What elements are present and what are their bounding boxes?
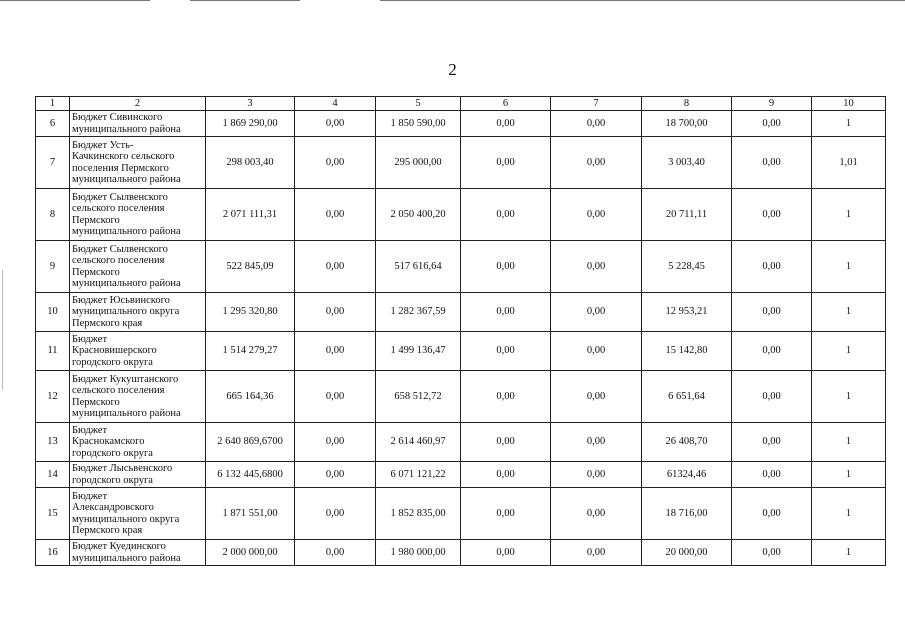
value-cell-10: 1 <box>812 241 886 293</box>
budget-name-line: Красновишерского <box>72 345 157 357</box>
budget-name-line: Пермского края <box>72 525 143 536</box>
row-number-cell: 8 <box>36 189 70 241</box>
budget-name-line: Пермского <box>72 396 120 408</box>
value-cell-9: 0,00 <box>732 137 812 189</box>
value-cell-9: 0,00 <box>732 332 812 371</box>
value-cell-9: 0,00 <box>732 371 812 423</box>
budget-name-line: Бюджет Сылвенского <box>72 191 168 203</box>
value-cell-9: 0,00 <box>732 293 812 332</box>
value-cell-6: 0,00 <box>461 462 551 488</box>
value-cell-9: 0,00 <box>732 423 812 462</box>
budget-name-line: городского округа <box>72 356 153 368</box>
value-cell-6: 0,00 <box>461 241 551 293</box>
value-cell-9: 0,00 <box>732 111 812 137</box>
value-cell-8: 12 953,21 <box>642 293 732 332</box>
value-cell-7: 0,00 <box>551 241 642 293</box>
column-header-3: 3 <box>206 97 295 111</box>
budget-name-line: Бюджет Сылвенского <box>72 243 168 255</box>
scan-edge-top <box>0 0 905 3</box>
value-cell-10: 1 <box>812 111 886 137</box>
value-cell-8: 20 000,00 <box>642 540 732 566</box>
column-header-9: 9 <box>732 97 812 111</box>
budget-name-line: сельского поселения <box>72 255 165 266</box>
column-header-1: 1 <box>36 97 70 111</box>
value-cell-5: 658 512,72 <box>376 371 461 423</box>
value-cell-10: 1 <box>812 293 886 332</box>
budget-name-line: городского округа <box>72 447 153 459</box>
value-cell-4: 0,00 <box>295 293 376 332</box>
column-header-8: 8 <box>642 97 732 111</box>
value-cell-4: 0,00 <box>295 540 376 566</box>
row-number-cell: 7 <box>36 137 70 189</box>
table-row <box>36 332 886 371</box>
value-cell-5: 2 050 400,20 <box>376 189 461 241</box>
value-cell-8: 3 003,40 <box>642 137 732 189</box>
value-cell-6: 0,00 <box>461 332 551 371</box>
budget-name-line: Бюджет <box>72 490 108 502</box>
row-number-cell: 13 <box>36 423 70 462</box>
value-cell-3: 1 514 279,27 <box>206 332 295 371</box>
budget-name-cell <box>70 137 206 189</box>
value-cell-5: 1 499 136,47 <box>376 332 461 371</box>
value-cell-5: 1 980 000,00 <box>376 540 461 566</box>
value-cell-10: 1 <box>812 189 886 241</box>
value-cell-10: 1 <box>812 540 886 566</box>
value-cell-6: 0,00 <box>461 371 551 423</box>
column-header-5: 5 <box>376 97 461 111</box>
value-cell-3: 2 640 869,6700 <box>206 423 295 462</box>
budget-name-line: поселения Пермского <box>72 162 169 174</box>
value-cell-7: 0,00 <box>551 371 642 423</box>
budget-name-line: муниципального района <box>72 174 181 185</box>
scan-edge-left <box>2 270 3 390</box>
value-cell-3: 298 003,40 <box>206 137 295 189</box>
budget-name-line: Пермского края <box>72 317 143 329</box>
table-row <box>36 540 886 566</box>
table-header-row <box>36 97 886 111</box>
table-row <box>36 137 886 189</box>
value-cell-3: 2 000 000,00 <box>206 540 295 566</box>
budget-name-line: Бюджет Усть- <box>72 139 134 151</box>
table-row <box>36 111 886 137</box>
value-cell-4: 0,00 <box>295 488 376 540</box>
value-cell-7: 0,00 <box>551 189 642 241</box>
budget-name-line: муниципального района <box>72 278 181 289</box>
value-cell-7: 0,00 <box>551 332 642 371</box>
value-cell-6: 0,00 <box>461 540 551 566</box>
value-cell-9: 0,00 <box>732 540 812 566</box>
value-cell-7: 0,00 <box>551 462 642 488</box>
value-cell-3: 6 132 445,6800 <box>206 462 295 488</box>
budget-name-cell <box>70 371 206 423</box>
budget-name-line: Пермского <box>72 266 120 278</box>
value-cell-6: 0,00 <box>461 488 551 540</box>
budget-name-cell <box>70 189 206 241</box>
column-header-2: 2 <box>70 97 206 111</box>
row-number-cell: 15 <box>36 488 70 540</box>
value-cell-4: 0,00 <box>295 137 376 189</box>
budget-name-line: Краснокамского <box>72 436 145 448</box>
value-cell-3: 665 164,36 <box>206 371 295 423</box>
budget-name-line: сельского поселения <box>72 203 165 214</box>
budget-name-line: сельского поселения <box>72 385 165 396</box>
table-row <box>36 189 886 241</box>
value-cell-10: 1 <box>812 332 886 371</box>
budget-name-line: Александровского <box>72 502 154 513</box>
value-cell-7: 0,00 <box>551 137 642 189</box>
value-cell-10: 1 <box>812 462 886 488</box>
value-cell-4: 0,00 <box>295 111 376 137</box>
value-cell-5: 2 614 460,97 <box>376 423 461 462</box>
value-cell-8: 5 228,45 <box>642 241 732 293</box>
budget-name-line: Бюджет Лысьвенского <box>72 463 173 474</box>
value-cell-4: 0,00 <box>295 371 376 423</box>
value-cell-8: 61324,46 <box>642 462 732 488</box>
value-cell-3: 1 295 320,80 <box>206 293 295 332</box>
row-number-cell: 10 <box>36 293 70 332</box>
value-cell-5: 1 850 590,00 <box>376 111 461 137</box>
budget-name-line: муниципального района <box>72 226 181 237</box>
value-cell-5: 6 071 121,22 <box>376 462 461 488</box>
budget-name-cell <box>70 332 206 371</box>
table-row <box>36 462 886 488</box>
value-cell-10: 1 <box>812 488 886 540</box>
budget-name-line: Бюджет Кукуштанского <box>72 373 179 385</box>
value-cell-10: 1,01 <box>812 137 886 189</box>
column-header-4: 4 <box>295 97 376 111</box>
value-cell-5: 1 852 835,00 <box>376 488 461 540</box>
value-cell-9: 0,00 <box>732 488 812 540</box>
table-row <box>36 423 886 462</box>
budget-name-line: Бюджет <box>72 333 108 345</box>
table-row <box>36 371 886 423</box>
budget-name-line: Бюджет Юсьвинского <box>72 294 170 306</box>
value-cell-4: 0,00 <box>295 462 376 488</box>
row-number-cell: 9 <box>36 241 70 293</box>
budget-name-line: Бюджет Куединского <box>72 541 166 552</box>
value-cell-4: 0,00 <box>295 332 376 371</box>
value-cell-7: 0,00 <box>551 111 642 137</box>
value-cell-6: 0,00 <box>461 293 551 332</box>
budget-table <box>35 96 886 566</box>
value-cell-3: 1 871 551,00 <box>206 488 295 540</box>
value-cell-8: 26 408,70 <box>642 423 732 462</box>
column-header-7: 7 <box>551 97 642 111</box>
budget-name-cell <box>70 488 206 540</box>
value-cell-4: 0,00 <box>295 241 376 293</box>
budget-name-line: муниципального района <box>72 123 181 135</box>
value-cell-6: 0,00 <box>461 137 551 189</box>
value-cell-10: 1 <box>812 371 886 423</box>
value-cell-5: 517 616,64 <box>376 241 461 293</box>
value-cell-6: 0,00 <box>461 423 551 462</box>
budget-name-line: муниципального округа <box>72 513 180 525</box>
value-cell-8: 18 700,00 <box>642 111 732 137</box>
budget-name-cell <box>70 111 206 137</box>
value-cell-9: 0,00 <box>732 462 812 488</box>
value-cell-7: 0,00 <box>551 293 642 332</box>
row-number-cell: 12 <box>36 371 70 423</box>
value-cell-8: 15 142,80 <box>642 332 732 371</box>
budget-name-line: Качкинского сельского <box>72 151 175 162</box>
table-row <box>36 241 886 293</box>
row-number-cell: 6 <box>36 111 70 137</box>
value-cell-6: 0,00 <box>461 189 551 241</box>
budget-name-cell <box>70 462 206 488</box>
budget-name-line: муниципального района <box>72 552 181 564</box>
row-number-cell: 11 <box>36 332 70 371</box>
table-body <box>36 111 886 566</box>
budget-name-line: Пермского <box>72 214 120 226</box>
page-number: 2 <box>448 60 457 79</box>
budget-name-cell <box>70 241 206 293</box>
row-number-cell: 16 <box>36 540 70 566</box>
budget-name-cell <box>70 423 206 462</box>
table-row <box>36 293 886 332</box>
column-header-6: 6 <box>461 97 551 111</box>
value-cell-4: 0,00 <box>295 423 376 462</box>
value-cell-9: 0,00 <box>732 189 812 241</box>
budget-name-line: муниципального района <box>72 408 181 419</box>
value-cell-8: 20 711,11 <box>642 189 732 241</box>
value-cell-7: 0,00 <box>551 488 642 540</box>
value-cell-8: 18 716,00 <box>642 488 732 540</box>
budget-name-line: муниципального округа <box>72 306 180 318</box>
row-number-cell: 14 <box>36 462 70 488</box>
value-cell-8: 6 651,64 <box>642 371 732 423</box>
budget-name-line: Бюджет <box>72 424 108 436</box>
column-header-10: 10 <box>812 97 886 111</box>
value-cell-7: 0,00 <box>551 540 642 566</box>
value-cell-10: 1 <box>812 423 886 462</box>
value-cell-6: 0,00 <box>461 111 551 137</box>
value-cell-3: 1 869 290,00 <box>206 111 295 137</box>
value-cell-7: 0,00 <box>551 423 642 462</box>
value-cell-3: 522 845,09 <box>206 241 295 293</box>
value-cell-5: 1 282 367,59 <box>376 293 461 332</box>
value-cell-5: 295 000,00 <box>376 137 461 189</box>
budget-name-line: Бюджет Сивинского <box>72 112 163 123</box>
value-cell-3: 2 071 111,31 <box>206 189 295 241</box>
budget-name-line: городского округа <box>72 474 153 486</box>
value-cell-9: 0,00 <box>732 241 812 293</box>
table-row <box>36 488 886 540</box>
budget-name-cell <box>70 293 206 332</box>
value-cell-4: 0,00 <box>295 189 376 241</box>
budget-name-cell <box>70 540 206 566</box>
